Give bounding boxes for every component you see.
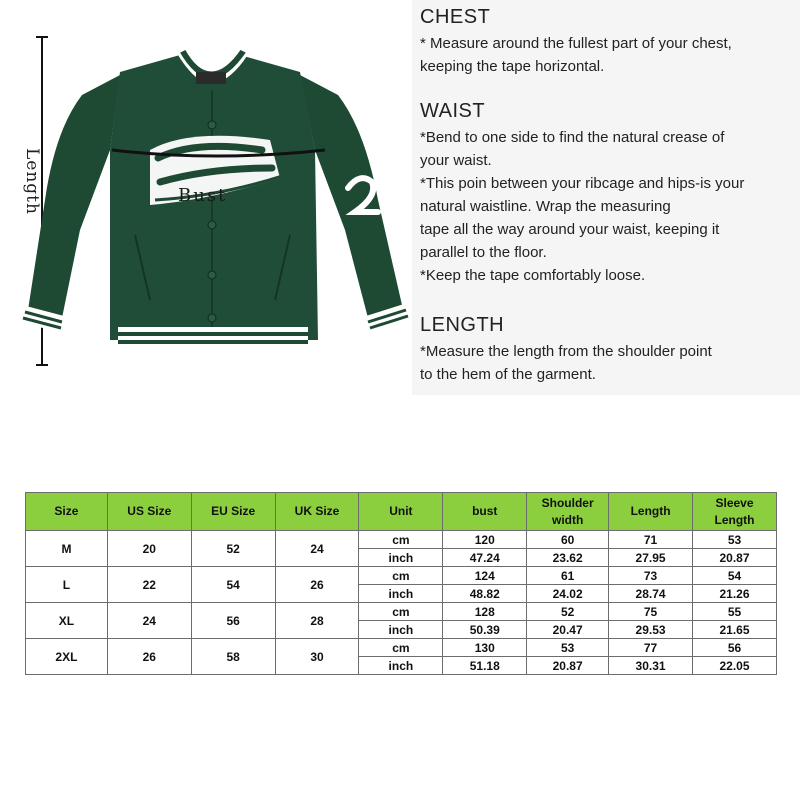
unit-cell: cm bbox=[359, 603, 443, 621]
table-row bbox=[26, 531, 777, 549]
length-cell: 28.74 bbox=[609, 585, 693, 603]
bust-cell: 50.39 bbox=[443, 621, 527, 639]
bust-cell: 124 bbox=[443, 567, 527, 585]
bust-cell: 51.18 bbox=[443, 657, 527, 675]
header-size: Size bbox=[26, 493, 108, 531]
length-cell: 73 bbox=[609, 567, 693, 585]
shoulder-cell: 23.62 bbox=[527, 549, 609, 567]
sleeve-cell: 54 bbox=[693, 567, 777, 585]
unit-cell: inch bbox=[359, 621, 443, 639]
length-text: *Measure the length from the shoulder point to the hem of the garment. bbox=[420, 343, 712, 383]
length-cell: 71 bbox=[609, 531, 693, 549]
unit-cell: inch bbox=[359, 585, 443, 603]
sleeve-cell: 22.05 bbox=[693, 657, 777, 675]
shoulder-cell: 61 bbox=[527, 567, 609, 585]
shoulder-cell: 53 bbox=[527, 639, 609, 657]
length-label: Length bbox=[22, 148, 42, 215]
measurement-instructions bbox=[412, 0, 800, 395]
us-size-cell: 22 bbox=[107, 567, 191, 603]
jacket-diagram bbox=[0, 0, 415, 395]
header-length: Length bbox=[609, 493, 693, 531]
length-cell: 75 bbox=[609, 603, 693, 621]
eu-size-cell: 54 bbox=[191, 567, 275, 603]
unit-cell: inch bbox=[359, 657, 443, 675]
chest-text: * Measure around the fullest part of your chest, keeping the tape horizontal. bbox=[420, 35, 732, 75]
header-eu-size: EU Size bbox=[191, 493, 275, 531]
length-title: LENGTH bbox=[420, 314, 505, 336]
unit-cell: inch bbox=[359, 549, 443, 567]
size-cell: M bbox=[26, 531, 108, 567]
size-chart-table bbox=[25, 492, 777, 675]
bust-cell: 47.24 bbox=[443, 549, 527, 567]
us-size-cell: 20 bbox=[107, 531, 191, 567]
size-cell: L bbox=[26, 567, 108, 603]
shoulder-cell: 20.87 bbox=[527, 657, 609, 675]
table-row bbox=[26, 567, 777, 585]
header-bust: bust bbox=[443, 493, 527, 531]
table-row bbox=[26, 639, 777, 657]
header-sleeve-length: Sleeve Length bbox=[693, 493, 777, 531]
header-shoulder-width: Shoulder width bbox=[527, 493, 609, 531]
shoulder-cell: 20.47 bbox=[527, 621, 609, 639]
chest-title: CHEST bbox=[420, 6, 491, 28]
header-uk-size: UK Size bbox=[275, 493, 359, 531]
us-size-cell: 26 bbox=[107, 639, 191, 675]
length-cell: 27.95 bbox=[609, 549, 693, 567]
shoulder-cell: 60 bbox=[527, 531, 609, 549]
uk-size-cell: 26 bbox=[275, 567, 359, 603]
bust-cell: 120 bbox=[443, 531, 527, 549]
size-cell: XL bbox=[26, 603, 108, 639]
size-cell: 2XL bbox=[26, 639, 108, 675]
table-row bbox=[26, 603, 777, 621]
bust-cell: 48.82 bbox=[443, 585, 527, 603]
shoulder-cell: 52 bbox=[527, 603, 609, 621]
bust-cell: 128 bbox=[443, 603, 527, 621]
unit-cell: cm bbox=[359, 531, 443, 549]
us-size-cell: 24 bbox=[107, 603, 191, 639]
bust-cell: 130 bbox=[443, 639, 527, 657]
uk-size-cell: 28 bbox=[275, 603, 359, 639]
sleeve-cell: 55 bbox=[693, 603, 777, 621]
length-cell: 29.53 bbox=[609, 621, 693, 639]
eu-size-cell: 58 bbox=[191, 639, 275, 675]
sleeve-cell: 21.65 bbox=[693, 621, 777, 639]
sleeve-cell: 21.26 bbox=[693, 585, 777, 603]
sleeve-cell: 53 bbox=[693, 531, 777, 549]
eu-size-cell: 52 bbox=[191, 531, 275, 567]
uk-size-cell: 30 bbox=[275, 639, 359, 675]
sleeve-cell: 20.87 bbox=[693, 549, 777, 567]
header-unit: Unit bbox=[359, 493, 443, 531]
header-us-size: US Size bbox=[107, 493, 191, 531]
sleeve-cell: 56 bbox=[693, 639, 777, 657]
waist-title: WAIST bbox=[420, 100, 486, 122]
bust-label: Bust bbox=[178, 185, 228, 206]
eu-size-cell: 56 bbox=[191, 603, 275, 639]
unit-cell: cm bbox=[359, 639, 443, 657]
length-cell: 30.31 bbox=[609, 657, 693, 675]
uk-size-cell: 24 bbox=[275, 531, 359, 567]
table-header-row bbox=[26, 493, 777, 531]
waist-text: *Bend to one side to find the natural crease of your waist. *This poin between your ribcage and hips-is your natural waistline. Wrap the measuring tape all the way around your waist, keeping it parallel to the floor. *Keep the tape comfortably loose. bbox=[420, 129, 745, 284]
length-cell: 77 bbox=[609, 639, 693, 657]
shoulder-cell: 24.02 bbox=[527, 585, 609, 603]
unit-cell: cm bbox=[359, 567, 443, 585]
